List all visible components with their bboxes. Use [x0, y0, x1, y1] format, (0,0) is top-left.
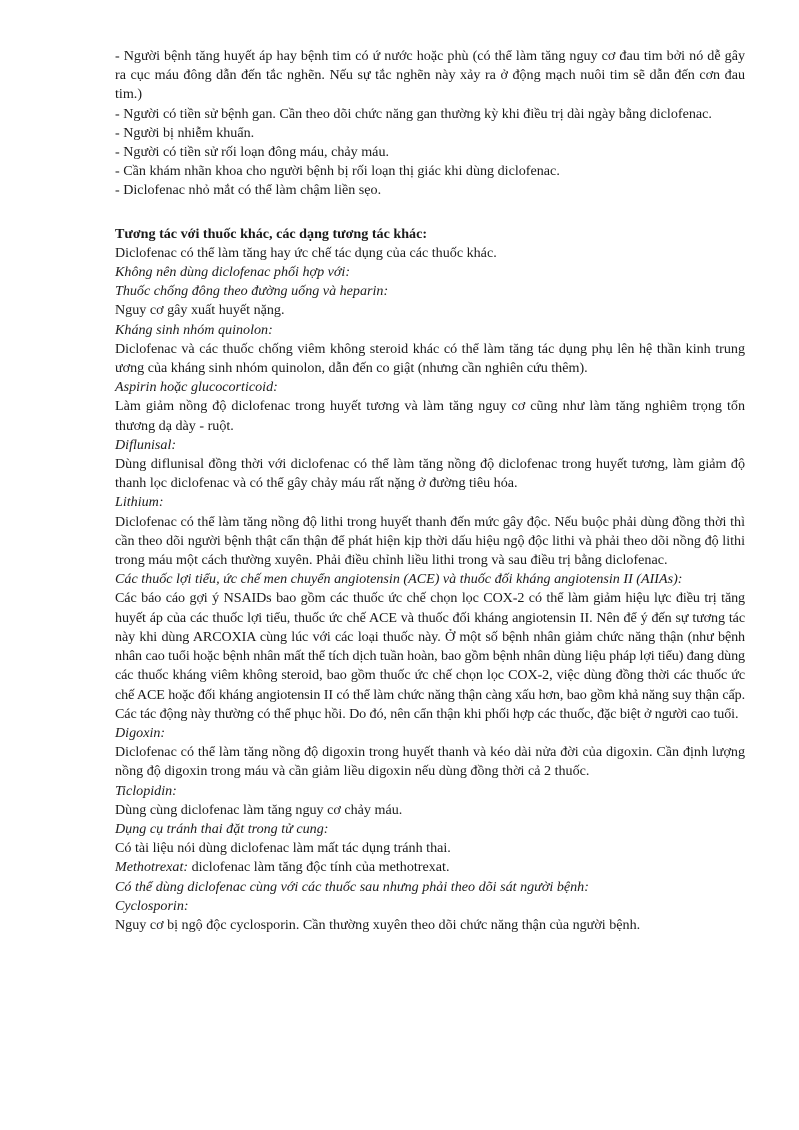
cyclosporin-title: Cyclosporin:	[115, 897, 189, 914]
ticlopidin-title: Ticlopidin:	[115, 782, 177, 799]
anticoagulant-title: Thuốc chống đông theo đường uống và heparin:	[115, 283, 389, 300]
digoxin-title: Digoxin:	[115, 724, 166, 741]
precaution-item: - Cần khám nhãn khoa cho người bệnh bị rối loạn thị giác khi dùng diclofenac.	[115, 163, 560, 180]
methotrexat-text: diclofenac làm tăng độc tính của methotrexat.	[188, 859, 450, 876]
anticoagulant-text: Nguy cơ gây xuất huyết nặng.	[115, 302, 285, 319]
monitor-label: Có thể dùng diclofenac cùng với các thuốc sau nhưng phải theo dõi sát người bệnh:	[115, 878, 589, 895]
lithium-text: Diclofenac có thể làm tăng nồng độ lithi trong huyết thanh đến mức gây độc. Nếu buộc phải dùng đồng thời thì cần theo dõi người bệnh thật cẩn thận để phát hiện kịp thời dấu hiệu ngộ độc lithi và phải theo dõi nồng độ lithi trong máu một cách thường xuyên. Phải điều chỉnh liều lithi trong và sau điều trị bằng diclofenac.	[115, 513, 745, 569]
ticlopidin-text: Dùng cùng diclofenac làm tăng nguy cơ chảy máu.	[115, 801, 403, 818]
not-combine-label: Không nên dùng diclofenac phối hợp với:	[115, 264, 351, 281]
aspirin-title: Aspirin hoặc glucocorticoid:	[115, 379, 278, 396]
diflunisal-title: Diflunisal:	[115, 436, 177, 453]
document-body	[115, 47, 745, 935]
methotrexat-title: Methotrexat:	[115, 859, 189, 876]
lithium-title: Lithium:	[115, 494, 164, 511]
iud-text: Có tài liệu nói dùng diclofenac làm mất tác dụng tránh thai.	[115, 840, 451, 857]
cyclosporin-text: Nguy cơ bị ngộ độc cyclosporin. Cần thường xuyên theo dõi chức năng thận của người bệnh.	[115, 916, 641, 933]
section-spacer	[115, 201, 745, 225]
diuretic-title: Các thuốc lợi tiểu, ức chế men chuyển angiotensin (ACE) và thuốc đối kháng angiotensin II (AIIAs):	[115, 571, 683, 588]
interactions-heading: Tương tác với thuốc khác, các dạng tương tác khác:	[115, 225, 428, 242]
precaution-item: - Diclofenac nhỏ mắt có thể làm chậm liền sẹo.	[115, 182, 382, 199]
quinolone-text: Diclofenac và các thuốc chống viêm không steroid khác có thể làm tăng tác dụng phụ lên hệ thần kinh trung ương của kháng sinh nhóm quinolon, dẫn đến co giật (nhưng cần nghiên cứu thêm).	[115, 340, 745, 377]
diuretic-text: Các báo cáo gợi ý NSAIDs bao gồm các thuốc ức chế chọn lọc COX-2 có thể làm giảm hiệu lực điều trị tăng huyết áp của các thuốc lợi tiểu, thuốc ức chế ACE và thuốc đối kháng angiotensin II. Nên để ý đến sự tương tác này khi dùng ARCOXIA cùng lúc với các loại thuốc này. Ở một số bệnh nhân giảm chức năng thận (như bệnh nhân cao tuổi hoặc bệnh nhân mất thể tích dịch tuần hoàn, bao gồm bệnh nhân dùng liệu pháp lợi tiểu) đang dùng các thuốc kháng viêm không steroid, bao gồm thuốc ức chế chọn lọc COX-2, việc dùng đồng thời các thuốc ức chế ACE hoặc đối kháng angiotensin II có thể làm chức năng thận càng xấu hơn, bao gồm khả năng suy thận cấp. Các tác động này thường có thể phục hồi. Do đó, nên cẩn thận khi phối hợp các thuốc, đặc biệt ở người cao tuổi.	[115, 590, 745, 722]
precaution-item: - Người bị nhiễm khuẩn.	[115, 124, 255, 141]
iud-title: Dụng cụ tránh thai đặt trong tử cung:	[115, 820, 329, 837]
precaution-item: - Người có tiền sử bệnh gan. Cần theo dõi chức năng gan thường kỳ khi điều trị dài ngày bằng diclofenac.	[115, 105, 712, 122]
precaution-item: - Người có tiền sử rối loạn đông máu, chảy máu.	[115, 144, 390, 161]
quinolone-title: Kháng sinh nhóm quinolon:	[115, 321, 273, 338]
aspirin-text: Làm giảm nồng độ diclofenac trong huyết tương và làm tăng nguy cơ cũng như làm tăng nghiêm trọng tổn thương dạ dày - ruột.	[115, 398, 745, 434]
methotrexat-line	[115, 858, 745, 877]
diflunisal-text: Dùng diflunisal đồng thời với diclofenac có thể làm tăng nồng độ diclofenac trong huyết tương, làm giảm độ thanh lọc diclofenac và có thể gây chảy máu rất nặng ở đường tiêu hóa.	[115, 456, 745, 492]
precaution-item: - Người bệnh tăng huyết áp hay bệnh tim có ứ nước hoặc phù (có thể làm tăng nguy cơ đau tim bởi nó dễ gây ra cục máu đông dẫn đến tắc nghẽn. Nếu sự tắc nghẽn này xảy ra ở động mạch nuôi tim sẽ dẫn đến cơn đau tim.)	[115, 48, 745, 103]
digoxin-text: Diclofenac có thể làm tăng nồng độ digoxin trong huyết thanh và kéo dài nửa đời của digoxin. Cần định lượng nồng độ digoxin trong máu và cần giảm liều digoxin nếu dùng đồng thời cả 2 thuốc.	[115, 744, 745, 780]
interactions-intro: Diclofenac có thể làm tăng hay ức chế tác dụng của các thuốc khác.	[115, 244, 497, 261]
